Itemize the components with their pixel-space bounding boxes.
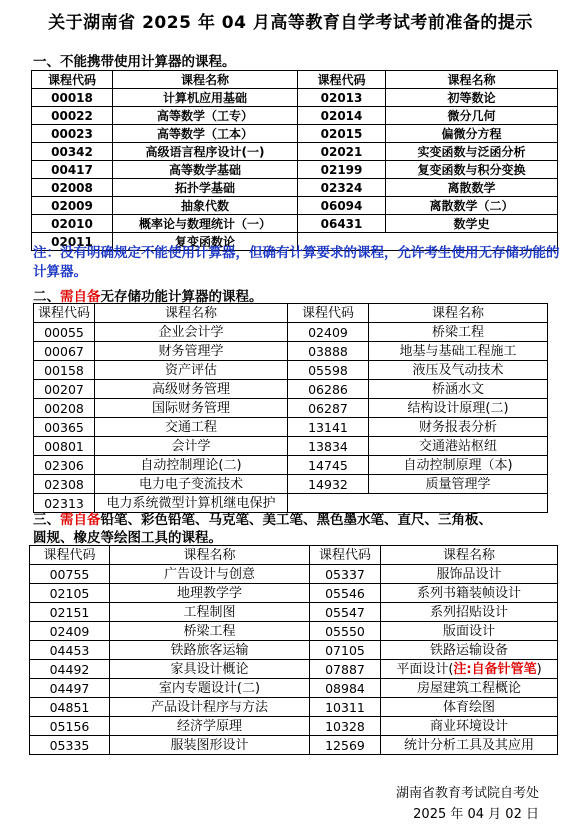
column-header: 课程代码	[310, 546, 381, 565]
course-name-cell: 家具设计概论	[110, 660, 310, 679]
course-code-cell: 02409	[288, 323, 369, 342]
table-row	[30, 679, 558, 698]
course-name-cell: 企业会计学	[95, 323, 288, 342]
table-row	[30, 717, 558, 736]
course-code-cell: 06287	[288, 399, 369, 418]
calculator-banned-table	[31, 70, 558, 251]
course-code-cell: 10328	[310, 717, 381, 736]
course-name-cell: 拓扑学基础	[113, 179, 298, 197]
course-name-cell: 地基与基础工程施工	[369, 342, 548, 361]
course-code-cell: 02151	[30, 603, 110, 622]
table-row	[34, 437, 548, 456]
course-code-cell: 06286	[288, 380, 369, 399]
course-name-cell: 离散数学	[386, 179, 558, 197]
course-code-cell: 02199	[298, 161, 386, 179]
course-name-cell: 系列招贴设计	[381, 603, 558, 622]
course-name-cell: 体育绘图	[381, 698, 558, 717]
course-code-cell: 00208	[34, 399, 95, 418]
column-header: 课程名称	[95, 304, 288, 323]
course-code-cell: 14745	[288, 456, 369, 475]
course-name-cell: 自动控制理论(二)	[95, 456, 288, 475]
course-name-cell: 高等数学（工专）	[113, 107, 298, 125]
table-row	[32, 161, 558, 179]
table-row	[32, 215, 558, 233]
course-code-cell: 02409	[30, 622, 110, 641]
course-code-cell: 06094	[298, 197, 386, 215]
table-row	[30, 698, 558, 717]
course-name-cell: 国际财务管理	[95, 399, 288, 418]
course-code-cell: 07105	[310, 641, 381, 660]
table-row	[34, 399, 548, 418]
course-name-cell: 房屋建筑工程概论	[381, 679, 558, 698]
column-header: 课程名称	[386, 71, 558, 89]
course-code-cell: 02009	[32, 197, 113, 215]
calculator-required-table	[33, 303, 548, 513]
column-header: 课程名称	[369, 304, 548, 323]
course-name-cell: 商业环境设计	[381, 717, 558, 736]
table-header-row	[34, 304, 548, 323]
course-name-cell: 电力电子变流技术	[95, 475, 288, 494]
course-name-cell: 室内专题设计(二)	[110, 679, 310, 698]
course-code-cell: 00207	[34, 380, 95, 399]
table-row	[34, 475, 548, 494]
course-code-cell: 02021	[298, 143, 386, 161]
course-code-cell: 02306	[34, 456, 95, 475]
course-name-cell: 桥涵水文	[369, 380, 548, 399]
course-code-cell: 07887	[310, 660, 381, 679]
column-header: 课程名称	[110, 546, 310, 565]
course-name-cell: 版面设计	[381, 622, 558, 641]
column-header: 课程代码	[30, 546, 110, 565]
course-name-cell: 概率论与数理统计（一）	[113, 215, 298, 233]
course-code-cell: 05598	[288, 361, 369, 380]
course-name-cell: 产品设计程序与方法	[110, 698, 310, 717]
course-code-cell: 00417	[32, 161, 113, 179]
course-name-cell: 服饰品设计	[381, 565, 558, 584]
course-name-cell: 会计学	[95, 437, 288, 456]
course-name-cell: 高等数学基础	[113, 161, 298, 179]
course-code-cell: 06431	[298, 215, 386, 233]
course-code-cell: 13834	[288, 437, 369, 456]
course-name-cell: 高级财务管理	[95, 380, 288, 399]
table-header-row	[32, 71, 558, 89]
section2-suffix: 无存储功能计算器的课程。	[100, 289, 263, 305]
table-row	[34, 456, 548, 475]
table-row	[32, 125, 558, 143]
section1-heading: 一、不能携带使用计算器的课程。	[33, 54, 236, 70]
course-code-cell: 05156	[30, 717, 110, 736]
course-code-cell: 04453	[30, 641, 110, 660]
course-name-cell: 电力系统微型计算机继电保护	[95, 494, 288, 513]
section2-prefix: 二、	[33, 289, 60, 305]
course-code-cell: 10311	[310, 698, 381, 717]
course-code-cell: 05550	[310, 622, 381, 641]
course-name-cell: 结构设计原理(二)	[369, 399, 548, 418]
course-code-cell: 02010	[32, 215, 113, 233]
table-row	[32, 89, 558, 107]
course-code-cell: 00801	[34, 437, 95, 456]
course-code-cell: 04497	[30, 679, 110, 698]
course-code-cell: 00067	[34, 342, 95, 361]
course-code-cell: 02013	[298, 89, 386, 107]
course-name-cell: 广告设计与创意	[110, 565, 310, 584]
course-code-cell: 00342	[32, 143, 113, 161]
course-code-cell: 05546	[310, 584, 381, 603]
course-code-cell: 03888	[288, 342, 369, 361]
course-name-cell: 实变函数与泛函分析	[386, 143, 558, 161]
course-name-cell: 初等数论	[386, 89, 558, 107]
course-name-cell: 资产评估	[95, 361, 288, 380]
table-row	[34, 323, 548, 342]
drawing-tools-table	[29, 545, 558, 755]
table-row	[34, 361, 548, 380]
course-code-cell: 02324	[298, 179, 386, 197]
closing-paren: )	[536, 661, 542, 677]
column-header: 课程代码	[34, 304, 95, 323]
course-name-cell: 平面设计(注:自备针管笔)	[381, 660, 558, 679]
course-code-cell: 02308	[34, 475, 95, 494]
course-name-cell: 高等数学（工本）	[113, 125, 298, 143]
section3-red-label: 需自备	[60, 512, 101, 528]
course-name-cell: 交通港站枢纽	[369, 437, 548, 456]
course-code-cell: 14932	[288, 475, 369, 494]
course-name-cell: 离散数学（二）	[386, 197, 558, 215]
table-row	[30, 565, 558, 584]
course-name-cell: 偏微分方程	[386, 125, 558, 143]
section2-red-label: 需自备	[60, 289, 101, 305]
course-code-cell: 05335	[30, 736, 110, 755]
course-code-cell: 02008	[32, 179, 113, 197]
table-row	[30, 736, 558, 755]
course-code-cell: 00365	[34, 418, 95, 437]
course-code-cell: 13141	[288, 418, 369, 437]
course-name-cell: 桥梁工程	[110, 622, 310, 641]
table-row	[32, 197, 558, 215]
column-header: 课程名称	[381, 546, 558, 565]
course-name-cell: 数学史	[386, 215, 558, 233]
table-row	[34, 342, 548, 361]
course-code-cell: 00022	[32, 107, 113, 125]
footer-org: 湖南省教育考试院自考处	[395, 786, 539, 801]
section2-heading	[33, 285, 263, 305]
course-code-cell: 02011	[32, 233, 113, 251]
course-name-cell: 交通工程	[95, 418, 288, 437]
course-name-cell: 微分几何	[386, 107, 558, 125]
course-code-cell: 00018	[32, 89, 113, 107]
course-name-cell: 铁路旅客运输	[110, 641, 310, 660]
section3-heading	[33, 508, 492, 528]
section3-heading-line2: 圆规、橡皮等绘图工具的课程。	[33, 530, 222, 546]
course-name-cell: 液压及气动技术	[369, 361, 548, 380]
course-code-cell: 05337	[310, 565, 381, 584]
course-name-cell: 系列书籍装帧设计	[381, 584, 558, 603]
course-name-cell: 财务报表分析	[369, 418, 548, 437]
course-code-cell: 00055	[34, 323, 95, 342]
table-row	[30, 622, 558, 641]
course-code-cell: 00023	[32, 125, 113, 143]
page-title: 关于湖南省 2025 年 04 月高等教育自学考试考前准备的提示	[48, 13, 533, 33]
course-code-cell: 02313	[34, 494, 95, 513]
column-header: 课程代码	[288, 304, 369, 323]
course-name-cell: 复变函数与积分变换	[386, 161, 558, 179]
course-name-cell: 计算机应用基础	[113, 89, 298, 107]
calculator-note: 注：没有明确规定不能使用计算器，但确有计算要求的课程，允许考生使用无存储功能的计算器。	[33, 245, 560, 280]
course-name-cell: 抽象代数	[113, 197, 298, 215]
pen-requirement-note: 注:自备针管笔	[453, 661, 537, 677]
course-name-cell: 质量管理学	[369, 475, 548, 494]
section3-suffix: 铅笔、彩色铅笔、马克笔、美工笔、黑色墨水笔、直尺、三角板、	[100, 512, 492, 528]
table-row	[34, 418, 548, 437]
section3-prefix: 三、	[33, 512, 60, 528]
course-name-cell: 地理教学学	[110, 584, 310, 603]
course-name-cell: 经济学原理	[110, 717, 310, 736]
column-header: 课程名称	[113, 71, 298, 89]
column-header: 课程代码	[32, 71, 113, 89]
table-row	[30, 584, 558, 603]
course-name-cell: 工程制图	[110, 603, 310, 622]
table-row	[30, 641, 558, 660]
course-name-cell: 服装图形设计	[110, 736, 310, 755]
table-row	[32, 143, 558, 161]
course-code-cell: 05547	[310, 603, 381, 622]
course-name-cell: 铁路运输设备	[381, 641, 558, 660]
course-code-cell: 02015	[298, 125, 386, 143]
course-code-cell: 00755	[30, 565, 110, 584]
course-name-cell: 统计分析工具及其应用	[381, 736, 558, 755]
course-name-cell: 自动控制原理（本)	[369, 456, 548, 475]
table-row	[34, 380, 548, 399]
table-row	[30, 603, 558, 622]
table-header-row	[30, 546, 558, 565]
course-code-cell: 02105	[30, 584, 110, 603]
course-code-cell: 04851	[30, 698, 110, 717]
course-code-cell: 04492	[30, 660, 110, 679]
course-name-cell: 复变函数论	[113, 233, 298, 251]
column-header: 课程代码	[298, 71, 386, 89]
course-code-cell: 12569	[310, 736, 381, 755]
footer-date: 2025 年 04 月 02 日	[413, 807, 539, 822]
course-code-cell: 00158	[34, 361, 95, 380]
course-name-cell: 财务管理学	[95, 342, 288, 361]
course-code-cell: 08984	[310, 679, 381, 698]
course-name-cell: 高级语言程序设计(一)	[113, 143, 298, 161]
table-row	[32, 107, 558, 125]
table-row	[30, 660, 558, 679]
course-name-cell: 桥梁工程	[369, 323, 548, 342]
course-code-cell: 02014	[298, 107, 386, 125]
table-row	[32, 179, 558, 197]
